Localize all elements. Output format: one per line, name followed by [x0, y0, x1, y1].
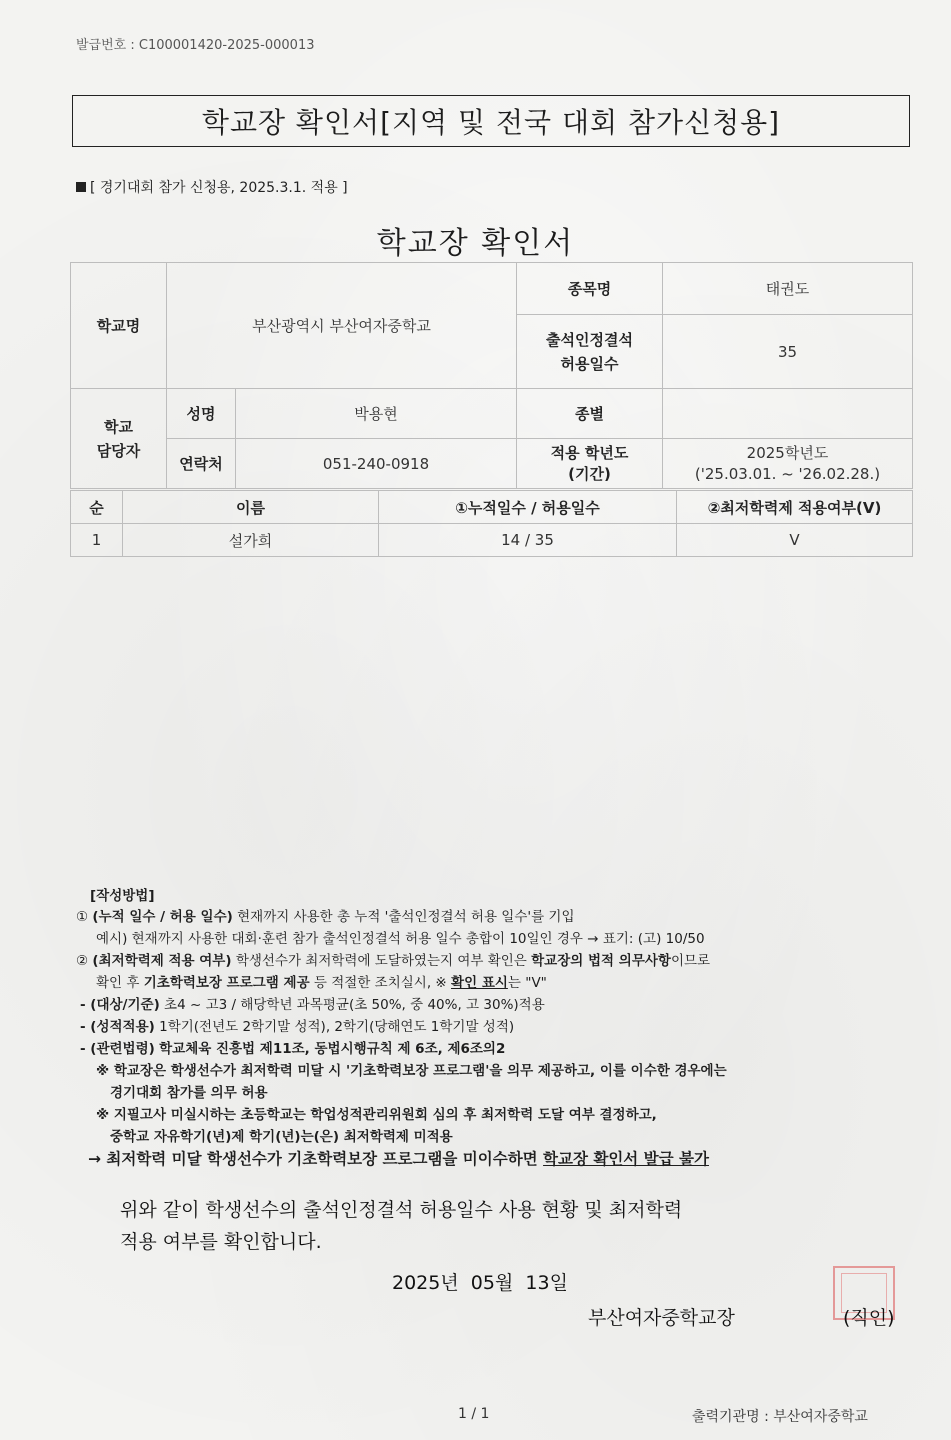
section-tag [76, 177, 348, 197]
header-title: 학교장 확인서[지역 및 전국 대회 참가신청용] [72, 95, 910, 147]
instruction-1-heading: (누적 일수 / 허용 일수) [92, 909, 233, 925]
instruction-4-bold: 기초학력보장 프로그램 제공 [143, 975, 310, 991]
event-value: 태권도 [663, 263, 913, 315]
allowed-days-value: 35 [663, 315, 913, 389]
instruction-2-heading: (최저학력제 적용 여부) [92, 953, 232, 969]
instruction-2-text-a: 학생선수가 최저학력에 도달하였는지 여부 확인은 [235, 953, 527, 969]
year-value-2: ('25.03.01. ~ '26.02.28.) [694, 464, 881, 483]
issue-date: 2025년 05월 13일 [392, 1272, 568, 1294]
table-header-row [71, 491, 913, 524]
instruction-4-text-b: 등 적절한 조치실시, ※ [313, 975, 447, 991]
law-text: 학교체육 진흥법 제11조, 동법시행규칙 제 6조, 제6조의2 [159, 1041, 506, 1057]
category-value [663, 389, 913, 439]
circled-number-2: ② [76, 953, 89, 969]
contact-label: 연락처 [167, 439, 236, 489]
principal-name: 부산여자중학교장 [588, 1307, 735, 1329]
instruction-line-6 [80, 1015, 514, 1035]
contact-value: 051-240-0918 [236, 439, 517, 489]
instruction-line-12 [88, 1147, 709, 1169]
year-value-1: 2025학년도 [746, 443, 829, 462]
issuing-institution: 출력기관명 : 부산여자중학교 [692, 1409, 868, 1425]
instruction-line-9: 경기대회 참가를 의무 허용 [110, 1085, 268, 1101]
confirmation-line-2: 적용 여부를 확인합니다. [120, 1231, 322, 1253]
instruction-line-10: ※ 지필고사 미실시하는 초등학교는 학업성적관리위원회 심의 후 최저학력 도달 여부 결정하고, [96, 1107, 657, 1123]
instruction-line-2: 예시) 현재까지 사용한 대회·훈련 참가 출석인정결석 허용 일수 총합이 10일인 경우 → 표기: (고) 10/50 [96, 931, 705, 947]
year-label-1: 적용 학년도 [550, 443, 629, 462]
table-row [71, 524, 913, 557]
allowed-days-label-1: 출석인정결석 [546, 330, 633, 349]
year-label [517, 439, 663, 489]
instruction-line-3 [76, 949, 710, 969]
table-cell: 14 / 35 [379, 524, 677, 557]
grade-heading: - (성적적용) [80, 1019, 155, 1035]
instruction-4-text-c: 는 "V" [507, 975, 547, 991]
manager-label [71, 389, 167, 489]
column-header: ②최저학력제 적용여부(V) [677, 491, 913, 524]
table-cell: 설가희 [123, 524, 379, 557]
instruction-line-8: ※ 학교장은 학생선수가 최저학력 미달 시 '기초학력보장 프로그램'을 의무 제공하고, 이를 이수한 경우에는 [96, 1063, 727, 1079]
manager-label-2: 담당자 [96, 441, 141, 460]
instruction-line-7 [80, 1037, 505, 1057]
instruction-4-underline: 확인 표시 [451, 975, 508, 991]
table-cell: V [677, 524, 913, 557]
student-table [70, 490, 913, 557]
instructions-title: [작성방법] [90, 888, 155, 904]
allowed-days-label-2: 허용일수 [560, 354, 619, 373]
allowed-days-label [517, 315, 663, 389]
year-label-2: (기간) [568, 464, 611, 483]
school-info-table [70, 262, 913, 489]
warning-underline: 학교장 확인서 발급 불가 [543, 1150, 709, 1168]
name-value: 박용현 [236, 389, 517, 439]
column-header: ①누적일수 / 허용일수 [379, 491, 677, 524]
confirmation-line-1: 위와 같이 학생선수의 출석인정결석 허용일수 사용 현황 및 최저학력 [120, 1199, 683, 1221]
seal-label: (직인) [843, 1307, 895, 1329]
confirmation-statement [120, 1194, 682, 1258]
target-heading: - (대상/기준) [80, 997, 160, 1013]
school-label: 학교명 [71, 263, 167, 389]
target-text: 초4 ~ 고3 / 해당학년 과목평균(초 50%, 중 40%, 고 30%)적용 [164, 997, 545, 1013]
square-bullet-icon [76, 182, 86, 192]
column-header: 이름 [123, 491, 379, 524]
name-label: 성명 [167, 389, 236, 439]
page-number: 1 / 1 [458, 1406, 490, 1422]
circled-number-1: ① [76, 909, 89, 925]
instruction-line-4 [96, 971, 547, 991]
section-tag-text: [ 경기대회 참가 신청용, 2025.3.1. 적용 ] [90, 180, 348, 196]
category-label: 종별 [517, 389, 663, 439]
warning-text: → 최저학력 미달 학생선수가 기초학력보장 프로그램을 미이수하면 [88, 1150, 538, 1168]
column-header: 순 [71, 491, 123, 524]
table-cell: 1 [71, 524, 123, 557]
instruction-1-text: 현재까지 사용한 총 누적 '출석인정결석 허용 일수'를 기입 [237, 909, 575, 925]
document-title: 학교장 확인서 [376, 226, 575, 261]
grade-text: 1학기(전년도 2학기말 성적), 2학기(당해연도 1학기말 성적) [159, 1019, 515, 1035]
instruction-2-text-c: 이므로 [670, 953, 711, 969]
law-heading: - (관련법령) [80, 1041, 155, 1057]
instruction-line-5 [80, 993, 545, 1013]
instruction-4-text-a: 확인 후 [96, 975, 140, 991]
event-label: 종목명 [517, 263, 663, 315]
manager-label-1: 학교 [104, 417, 133, 436]
issue-number: 발급번호 : C100001420-2025-000013 [76, 38, 315, 53]
instruction-2-text-b: 학교장의 법적 의무사항 [531, 953, 671, 969]
year-value [663, 439, 913, 489]
instruction-line-11: 중학교 자유학기(년)제 학기(년)는(은) 최저학력제 미적용 [110, 1129, 453, 1145]
instruction-line-1 [76, 905, 575, 925]
school-value: 부산광역시 부산여자중학교 [167, 263, 517, 389]
